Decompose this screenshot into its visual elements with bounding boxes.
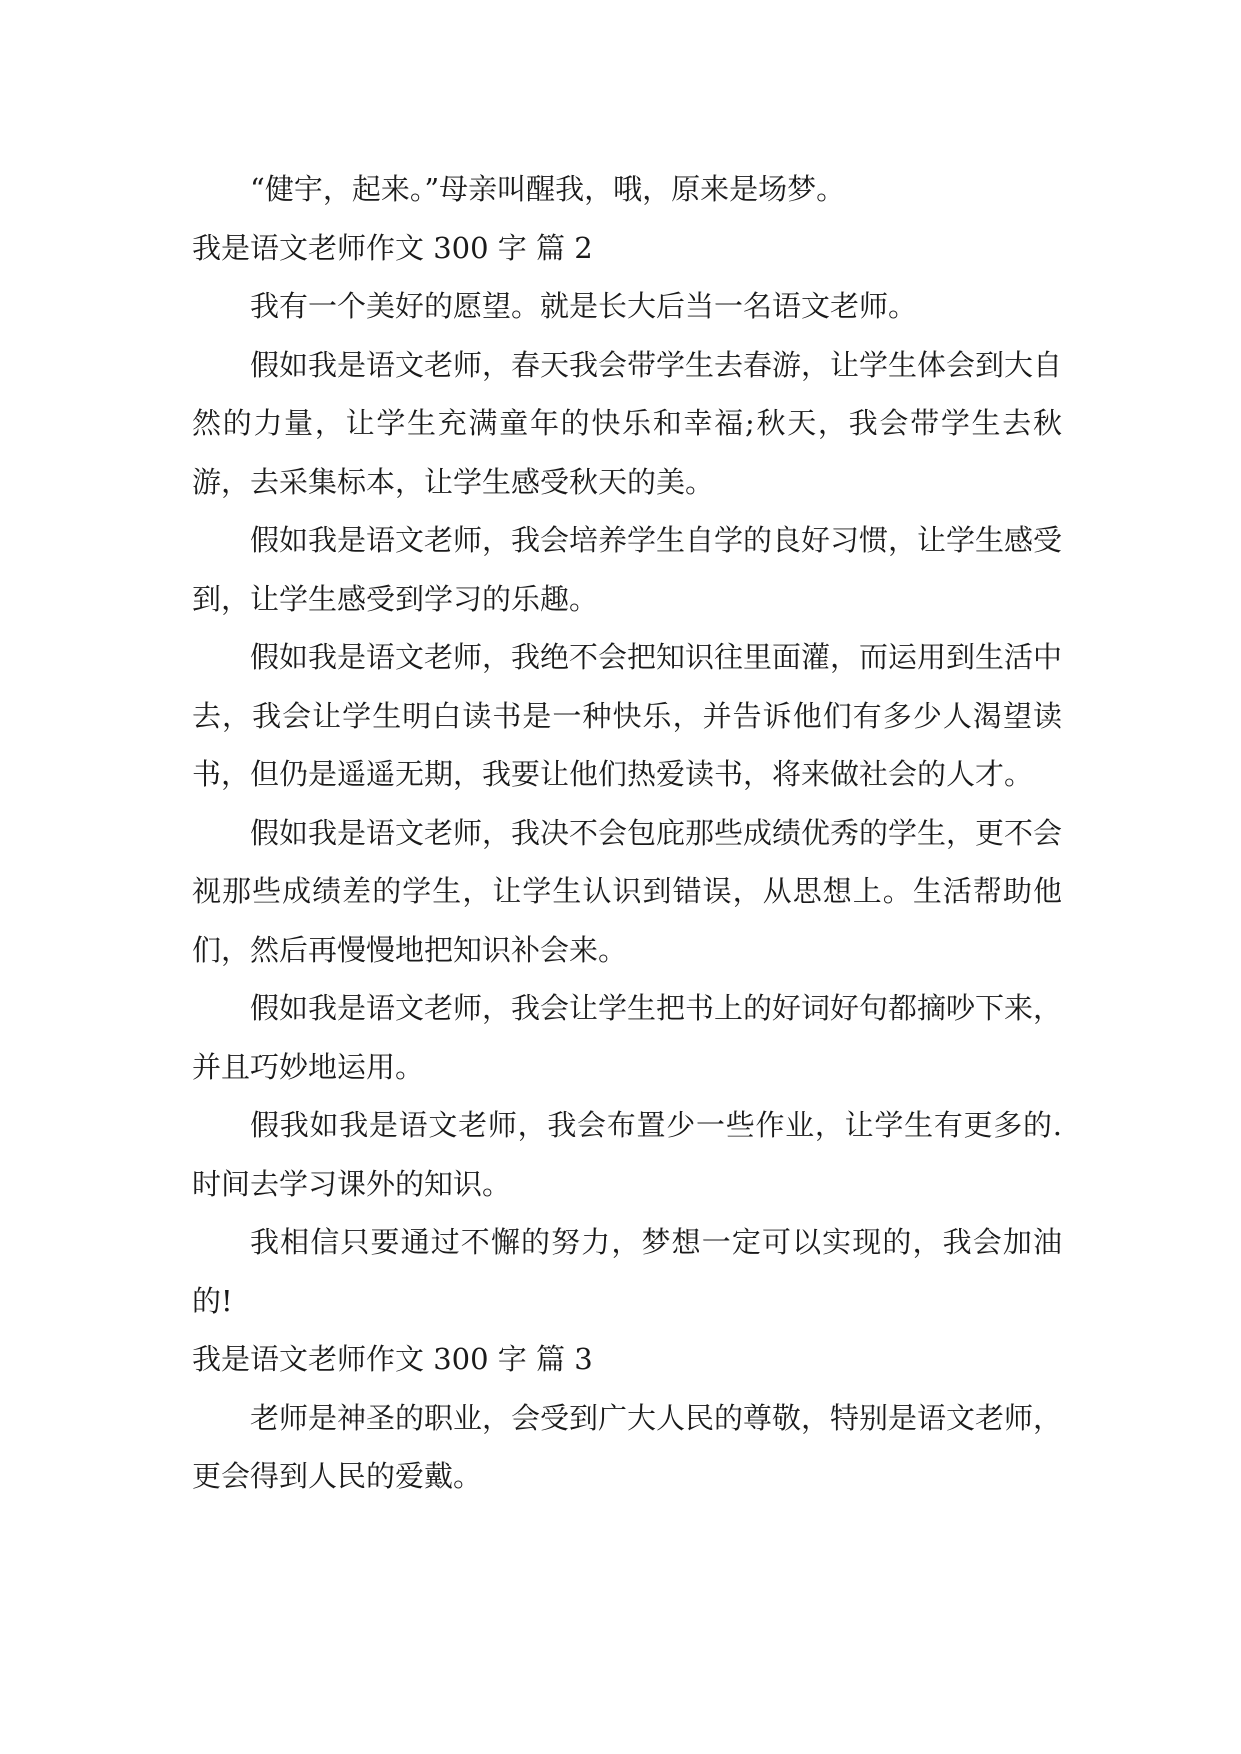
section-2-paragraph-3: 假如我是语文老师，我会培养学生自学的良好习惯，让学生感受到，让学生感受到学习的乐趣。 (192, 523, 1063, 616)
section-2-paragraph-4: 假如我是语文老师，我绝不会把知识往里面灌，而运用到生活中去，我会让学生明白读书是一种快乐，并告诉他们有多少人渴望读书，但仍是遥遥无期，我要让他们热爱读书，将来做社会的人才。 (192, 640, 1063, 791)
document-body (192, 160, 1062, 1506)
section-2-paragraph-8: 我相信只要通过不懈的努力，梦想一定可以实现的，我会加油的! (192, 1225, 1062, 1318)
section-2-paragraph-5: 假如我是语文老师，我决不会包庇那些成绩优秀的学生，更不会视那些成绩差的学生，让学生认识到错误，从思想上。生活帮助他们，然后再慢慢地把知识补会来。 (192, 815, 1063, 967)
section-2-paragraph-1: 我有一个美好的愿望。就是长大后当一名语文老师。 (250, 289, 918, 323)
section-2-paragraph-7: 假我如我是语文老师，我会布置少一些作业，让学生有更多的.时间去学习课外的知识。 (192, 1108, 1062, 1201)
section-2-paragraph-6: 假如我是语文老师，我会让学生把书上的好词好句都摘吵下来，并且巧妙地运用。 (192, 991, 1063, 1084)
section-3-paragraph-1: 老师是神圣的职业，会受到广大人民的尊敬，特别是语文老师，更会得到人民的爱戴。 (192, 1400, 1063, 1493)
paragraph-opening: “健宇，起来。”母亲叫醒我，哦，原来是场梦。 (250, 172, 846, 206)
section-2-paragraph-2: 假如我是语文老师，春天我会带学生去春游，让学生体会到大自然的力量，让学生充满童年的快乐和幸福;秋天，我会带学生去秋游，去采集标本，让学生感受秋天的美。 (192, 347, 1063, 499)
section-2-heading: 我是语文老师作文 300 字 篇 2 (192, 230, 593, 265)
section-3-heading: 我是语文老师作文 300 字 篇 3 (192, 1342, 593, 1376)
